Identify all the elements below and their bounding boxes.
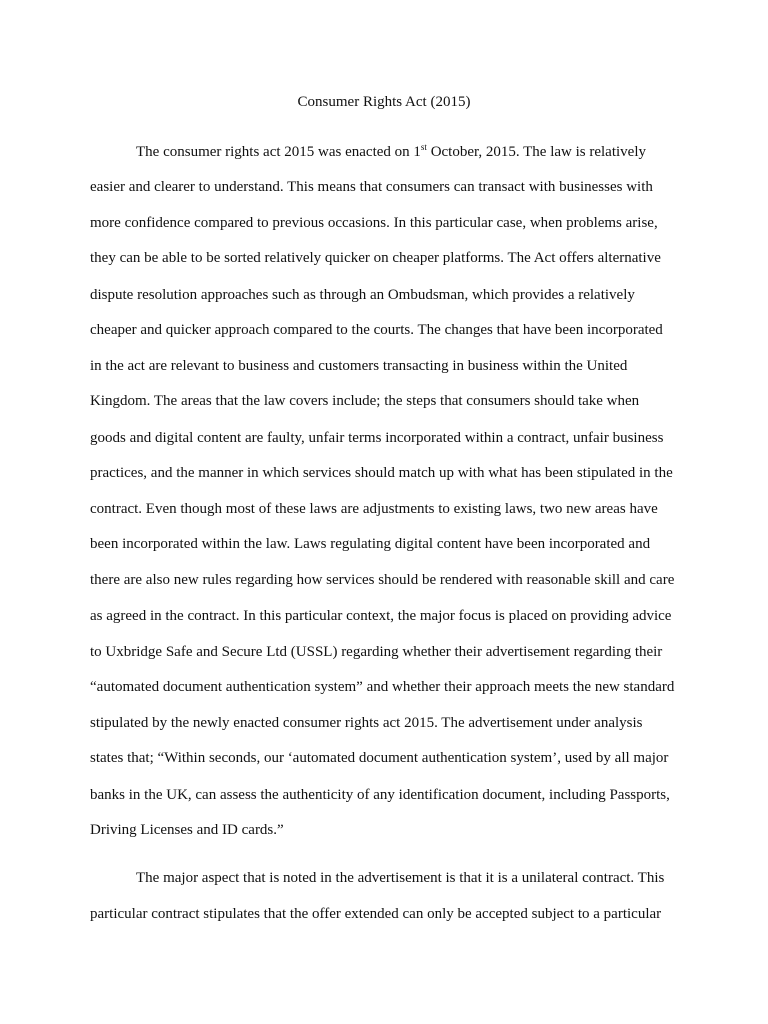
paragraph-2-line-2: particular contract stipulates that the offer extended can only be accepted subject to a particular <box>90 906 662 922</box>
paragraph-1-line-3: more confidence compared to previous occasions. In this particular case, when problems arise, <box>90 215 658 231</box>
document-title: Consumer Rights Act (2015) <box>297 94 471 110</box>
paragraph-2-line-1: The major aspect that is noted in the advertisement is that it is a unilateral contract. This <box>136 870 665 886</box>
paragraph-1-line-17: stipulated by the newly enacted consumer rights act 2015. The advertisement under analysis <box>90 715 643 731</box>
line-text-continued: October, 2015. The law is relatively <box>426 144 646 160</box>
paragraph-1-line-10: practices, and the manner in which services should match up with what has been stipulated in the <box>90 465 673 481</box>
paragraph-1-line-11: contract. Even though most of these laws are adjustments to existing laws, two new areas have <box>90 501 658 517</box>
paragraph-1-line-14: as agreed in the contract. In this particular context, the major focus is placed on providing advice <box>90 608 672 624</box>
paragraph-1-line-6: cheaper and quicker approach compared to the courts. The changes that have been incorporated <box>90 322 663 338</box>
paragraph-1-line-20: Driving Licenses and ID cards.” <box>90 822 284 838</box>
paragraph-1-line-5: dispute resolution approaches such as through an Ombudsman, which provides a relatively <box>90 287 635 303</box>
paragraph-1-line-9: goods and digital content are faulty, unfair terms incorporated within a contract, unfair business <box>90 430 664 446</box>
paragraph-1-line-19: banks in the UK, can assess the authenticity of any identification document, including Passports, <box>90 787 670 803</box>
paragraph-1-line-8: Kingdom. The areas that the law covers include; the steps that consumers should take when <box>90 393 640 409</box>
paragraph-1-line-12: been incorporated within the law. Laws regulating digital content have been incorporated and <box>90 536 651 552</box>
paragraph-1-line-13: there are also new rules regarding how services should be rendered with reasonable skill and care <box>90 572 675 588</box>
line-text: The consumer rights act 2015 was enacted on 1 <box>136 144 421 160</box>
paragraph-1-line-1 <box>136 143 646 161</box>
paragraph-1-line-7: in the act are relevant to business and customers transacting in business within the United <box>90 358 628 374</box>
paragraph-1-line-16: “automated document authentication system” and whether their approach meets the new standard <box>90 679 675 695</box>
paragraph-1-line-18: states that; “Within seconds, our ‘automated document authentication system’, used by all major <box>90 750 669 766</box>
paragraph-1-line-4: they can be able to be sorted relatively quicker on cheaper platforms. The Act offers alternative <box>90 250 661 266</box>
ordinal-superscript: st <box>420 142 427 152</box>
paragraph-1-line-2: easier and clearer to understand. This means that consumers can transact with businesses with <box>90 179 653 195</box>
paragraph-1-line-15: to Uxbridge Safe and Secure Ltd (USSL) regarding whether their advertisement regarding their <box>90 644 663 660</box>
